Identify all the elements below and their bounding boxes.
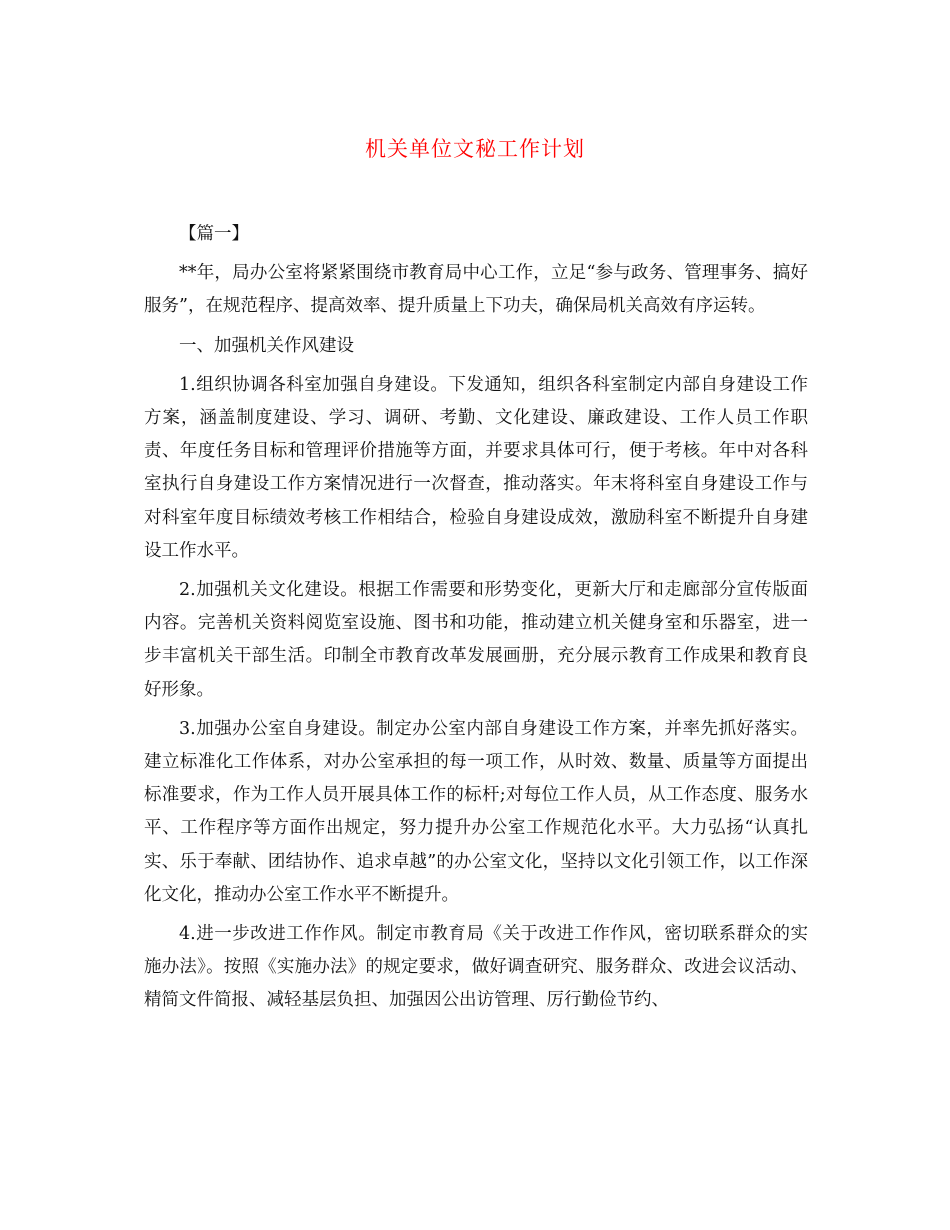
intro-paragraph: **年，局办公室将紧紧围绕市教育局中心工作，立足“参与政务、管理事务、搞好服务”，在规范程序、提高效率、提升质量上下功夫，确保局机关高效有序运转。 <box>144 263 808 317</box>
item-3-paragraph: 3.加强办公室自身建设。制定办公室内部自身建设工作方案，并率先抓好落实。建立标准化工作体系，对办公室承担的每一项工作，从时效、数量、质量等方面提出标准要求，作为工作人员开展具体工作的标杆;对每位工作人员，从工作态度、服务水平、工作程序等方面作出规定，努力提升办公室工作规范化水平。大力弘扬“认真扎实、乐于奉献、团结协作、追求卓越”的办公室文化，坚持以文化引领工作，以工作深化文化，推动办公室工作水平不断提升。 <box>144 718 808 905</box>
item-1-paragraph: 1.组织协调各科室加强自身建设。下发通知，组织各科室制定内部自身建设工作方案，涵盖制度建设、学习、调研、考勤、文化建设、廉政建设、工作人员工作职责、年度任务目标和管理评价措施等方面，并要求具体可行，便于考核。年中对各科室执行自身建设工作方案情况进行一次督查，推动落实。年末将科室自身建设工作与对科室年度目标绩效考核工作相结合，检验自身建设成效，激励科室不断提升自身建设工作水平。 <box>144 374 808 561</box>
section-heading-part-one: 【篇一】 <box>179 224 249 244</box>
item-2-paragraph: 2.加强机关文化建设。根据工作需要和形势变化，更新大厅和走廊部分宣传版面内容。完善机关资料阅览室设施、图书和功能，推动建立机关健身室和乐器室，进一步丰富机关干部生活。印制全市教育改革发展画册，充分展示教育工作成果和教育良好形象。 <box>144 580 808 700</box>
document-title: 机关单位文秘工作计划 <box>365 137 585 161</box>
document-body <box>144 218 808 1024</box>
item-4-paragraph: 4.进一步改进工作作风。制定市教育局《关于改进工作作风，密切联系群众的实施办法》。按照《实施办法》的规定要求，做好调查研究、服务群众、改进会议活动、精简文件简报、减轻基层负担、加强因公出访管理、厉行勤俭节约、 <box>144 924 808 1011</box>
section-heading-work-style: 一、加强机关作风建设 <box>179 335 354 356</box>
